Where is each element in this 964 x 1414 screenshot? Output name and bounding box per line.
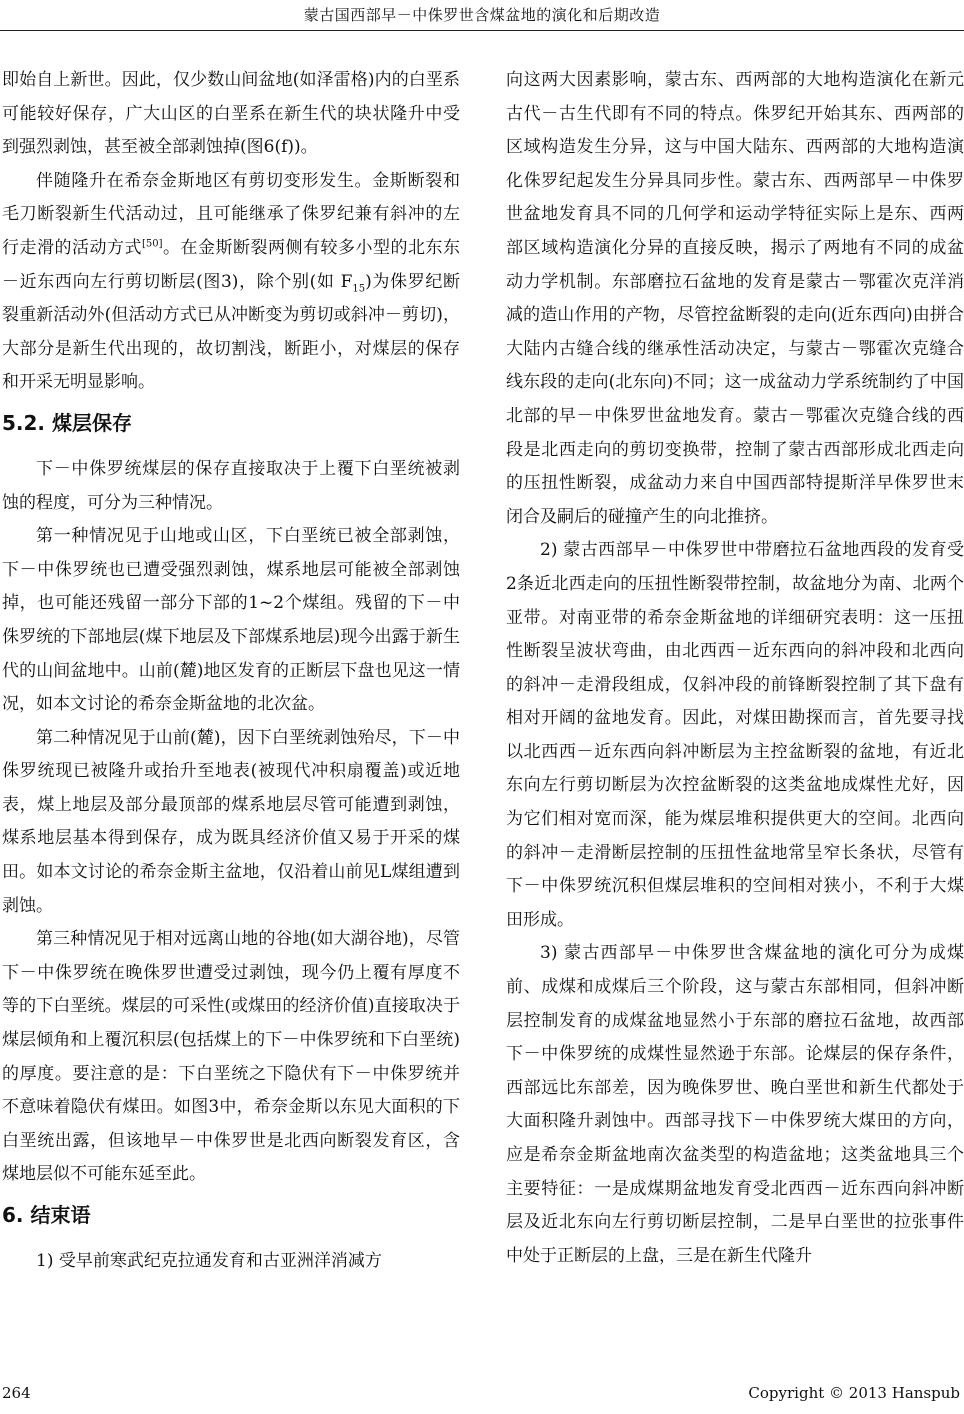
section-heading: 5.2. 煤层保存 xyxy=(2,410,132,435)
running-header: 蒙古国西部早－中侏罗世含煤盆地的演化和后期改造 xyxy=(303,6,661,24)
paragraph: 2) 蒙古西部早－中侏罗世中带磨拉石盆地西段的发育受2条近北西走向的压扭性断裂带控制，故盆地分为南、北两个亚带。对南亚带的希奈金斯盆地的详细研究表明：这一压扭性断裂呈波状弯曲，由北西西－近东西向的斜冲段和北西向的斜冲－走滑段组成，仅斜冲段的前锋断裂控制了其下盘有相对开阔的盆地发育。因此，对煤田勘探而言，首先要寻找以北西西－近东西向斜冲断层为主控盆断裂的盆地，有近北东向左行剪切断层为次控盆断裂的这类盆地成煤性尤好，因为它们相对宽而深，能为煤层堆积提供更大的空间。北西向的斜冲－走滑断层控制的压扭性盆地常呈窄长条状，尽管有下－中侏罗统沉积但煤层堆积的空间相对狭小，不利于大煤田形成。 xyxy=(506,540,964,930)
paragraph: 3) 蒙古西部早－中侏罗世含煤盆地的演化可分为成煤前、成煤和成煤后三个阶段，这与蒙古东部相同，但斜冲断层控制发育的成煤盆地显然小于东部的磨拉石盆地，故西部下－中侏罗统的成煤性显然逊于东部。论煤层的保存条件，西部远比东部差，因为晚侏罗世、晚白垩世和新生代都处于大面积隆升剥蚀中。西部寻找下－中侏罗统大煤田的方向，应是希奈金斯盆地南次盆类型的构造盆地；这类盆地具三个主要特征：一是成煤期盆地发育受北西西－近东西向斜冲断层及近北东向左行剪切断层控制，二是早白垩世的拉张事件中处于正断层的上盘，三是在新生代隆升 xyxy=(506,943,964,1266)
section-heading: 6. 结束语 xyxy=(2,1203,91,1227)
paragraph-text: 伴随隆升在希奈金斯地区有剪切变形发生。金斯断裂和毛刀断裂新生代活动过，且可能继承了侏罗纪兼有斜冲的左行走滑的活动方式 xyxy=(2,170,460,258)
paragraph: 第二种情况见于山前(麓)，因下白垩统剥蚀殆尽，下－中侏罗统现已被隆升或抬升至地表(被现代冲积扇覆盖)或近地表，煤上地层及部分最顶部的煤系地层尽管可能遭到剥蚀，煤系地层基本得到保存，成为既具经济价值又易于开采的煤田。如本文讨论的希奈金斯主盆地，仅沿着山前见L煤组遭到剥蚀。 xyxy=(2,727,460,916)
left-column xyxy=(2,64,460,1279)
header-rule xyxy=(0,30,964,31)
right-column xyxy=(506,64,964,1273)
paragraph: 下－中侏罗统煤层的保存直接取决于上覆下白垩统被剥蚀的程度，可分为三种情况。 xyxy=(2,458,460,513)
paragraph xyxy=(2,165,460,400)
paragraph: 即始自上新世。因此，仅少数山间盆地(如泽雷格)内的白垩系可能较好保存，广大山区的白垩系在新生代的块状隆升中受到强烈剥蚀，甚至被全部剥蚀掉(图6(f))。 xyxy=(2,70,460,158)
paragraph: 1) 受早前寒武纪克拉通发育和古亚洲洋消减方 xyxy=(36,1251,382,1271)
copyright-notice: Copyright © 2013 Hanspub xyxy=(748,1384,960,1402)
subscript: 15 xyxy=(352,282,366,294)
page-number: 264 xyxy=(2,1384,31,1402)
paragraph: 第三种情况见于相对远离山地的谷地(如大湖谷地)，尽管下－中侏罗统在晚侏罗世遭受过剥蚀，现今仍上覆有厚度不等的下白垩统。煤层的可采性(或煤田的经济价值)直接取决于煤层倾角和上覆沉积层(包括煤上的下－中侏罗统和下白垩统)的厚度。要注意的是：下白垩统之下隐伏有下－中侏罗统并不意味着隐伏有煤田。如图3中，希奈金斯以东见大面积的下白垩统出露，但该地早－中侏罗世是北西向断裂发育区，含煤地层似不可能东延至此。 xyxy=(2,929,460,1185)
paragraph-text: )为侏罗纪断裂重新活动外(但活动方式已从冲断变为剪切或斜冲－剪切)，大部分是新生代出现的，故切割浅，断距小，对煤层的保存和开采无明显影响。 xyxy=(2,271,460,393)
paragraph: 向这两大因素影响，蒙古东、西两部的大地构造演化在新元古代－古生代即有不同的特点。侏罗纪开始其东、西两部的区域构造发生分异，这与中国大陆东、西两部的大地构造演化侏罗纪起发生分异具同步性。蒙古东、西两部早－中侏罗世盆地发育具不同的几何学和运动学特征实际上是东、西两部区域构造演化分异的直接反映，揭示了两地有不同的成盆动力学机制。东部磨拉石盆地的发育是蒙古－鄂霍次克洋消减的造山作用的产物，尽管控盆断裂的走向(近东西向)由拼合大陆内古缝合线的继承性活动决定，与蒙古－鄂霍次克缝合线东段的走向(北东向)不同；这一成盆动力学系统制约了中国北部的早－中侏罗世盆地发育。蒙古－鄂霍次克缝合线的西段是北西走向的剪切变换带，控制了蒙古西部形成北西走向的压扭性断裂，成盆动力来自中国西部特提斯洋早侏罗世末闭合及嗣后的碰撞产生的向北推挤。 xyxy=(506,70,964,527)
paragraph-text: 。在金斯断裂两侧有较多小型的北东东－近东西向左行剪切断层(图3)，除个别(如 F xyxy=(2,237,461,292)
citation-ref: [50] xyxy=(142,238,163,250)
paragraph: 第一种情况见于山地或山区，下白垩统已被全部剥蚀，下－中侏罗统也已遭受强烈剥蚀，煤系地层可能被全部剥蚀掉，也可能还残留一部分下部的1~2个煤组。残留的下－中侏罗统的下部地层(煤下地层及下部煤系地层)现今出露于新生代的山间盆地中。山前(麓)地区发育的正断层下盘也见这一情况，如本文讨论的希奈金斯盆地的北次盆。 xyxy=(2,526,460,715)
